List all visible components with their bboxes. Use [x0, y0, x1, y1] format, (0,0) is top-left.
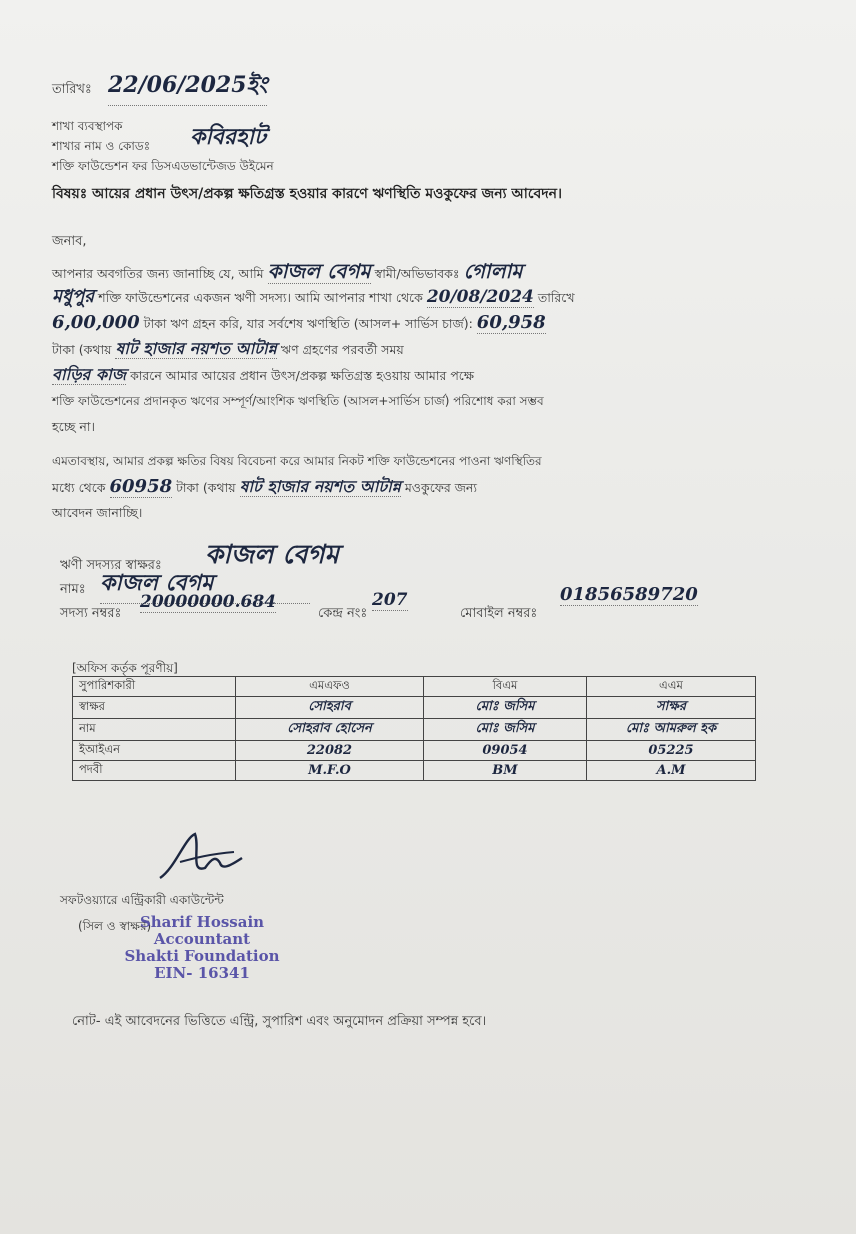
outstanding-words: ষাট হাজার নয়শত আটান্ন: [115, 339, 277, 358]
body-text: ঋণ গ্রহণের পরবর্তী সময়: [280, 342, 404, 357]
table-header: এমএফও: [236, 677, 424, 697]
row-label: পদবী: [73, 761, 236, 781]
body-text: শক্তি ফাউন্ডেশনের একজন ঋণী সদস্য। আমি আপনার: [98, 290, 366, 305]
branch-hand: মধুপুর: [52, 286, 95, 307]
accountant-stamp: [104, 914, 300, 982]
am-name: মোঃ আমরুল হক: [587, 719, 756, 741]
body-text: ঋণস্থিতি (আসল+ সার্ভিস চার্জ):: [307, 316, 473, 331]
office-caption: [অফিস কর্তৃক পূরণীয়]: [72, 661, 178, 675]
manager-label: শাখা ব্যবস্থাপক: [52, 119, 123, 133]
loan-amount: 6,00,000: [52, 312, 140, 333]
body-line-1: [52, 258, 772, 287]
applicant-name: কাজল বেগম: [267, 259, 371, 283]
am-ein: 05225: [587, 741, 756, 761]
body-line-4: [52, 336, 772, 363]
body-line-7: হচ্ছে না।: [52, 419, 95, 434]
accountant-sig-label: (সিল ও স্বাক্ষর): [78, 919, 152, 933]
table-cell: সুপারিশকারী: [73, 677, 236, 697]
body-line-6: শক্তি ফাউন্ডেশনের প্রদানকৃত ঋণের সম্পূর্ণ/আংশিক ঋণস্থিতি (আসল+সার্ভিস চার্জ) পরিশোধ করা সম্ভব: [52, 394, 544, 408]
loan-date: 20/08/2024: [426, 287, 534, 307]
body-text: তারিখে: [537, 290, 575, 305]
footer-note: নোট- এই আবেদনের ভিত্তিতে এন্ট্রি, সুপারিশ এবং অনুমোদন প্রক্রিয়া সম্পন্ন হবে।: [72, 1014, 487, 1029]
waiver-amount: 60958: [109, 476, 173, 497]
row-label: নাম: [73, 719, 236, 741]
table-row: [73, 719, 756, 741]
row-label: ইআইএন: [73, 741, 236, 761]
mfo-ein: 22082: [236, 741, 424, 761]
member-id-label: সদস্য নম্বরঃ: [60, 606, 122, 621]
salutation: জনাব,: [52, 234, 87, 249]
mobile-number: 01856589720: [560, 584, 698, 605]
cause: বাড়ির কাজ: [52, 365, 127, 384]
body-text: আপনার অবগতির জন্য জানাচ্ছি যে, আমি: [52, 266, 264, 281]
stamp-name: Sharif Hossain: [139, 913, 265, 931]
accountant-role: সফটওয়্যারে এন্ট্রিকারী একাউন্টেন্ট: [60, 893, 224, 907]
body-text: টাকা ঋণ গ্রহন করি, যার সর্বশেষ: [143, 316, 304, 331]
org-line: শক্তি ফাউন্ডেশন ফর ডিসএডভান্টেজড উইমেন: [52, 159, 274, 173]
row-label: স্বাক্ষর: [73, 697, 236, 719]
body-text: মওকুফের জন্য: [404, 480, 478, 495]
mfo-name: সোহরাব হোসেন: [236, 719, 424, 741]
accountant-signature: [150, 828, 250, 892]
table-header-row: [73, 677, 756, 697]
guardian-name: গোলাম: [463, 259, 523, 283]
member-name-label: নামঃ: [60, 582, 86, 597]
branch-label: শাখার নাম ও কোডঃ: [52, 139, 151, 153]
date-value: 22/06/2025ইং: [108, 68, 267, 106]
table-header: বিএম: [424, 677, 587, 697]
stamp-ein: EIN- 16341: [154, 964, 250, 982]
table-row: [73, 741, 756, 761]
body-line-2: [52, 284, 772, 311]
body-text: কারনে আমার আয়ের প্রধান উৎস/প্রকল্প ক্ষতিগ্রস্ত হওয়ায় আমার পক্ষে: [130, 368, 474, 383]
body-line-5: [52, 362, 792, 389]
member-signature: কাজল বেগম: [205, 540, 339, 570]
center-number: 207: [372, 590, 408, 610]
member-sig-label: ঋণী সদস্যর স্বাক্ষরঃ: [60, 558, 162, 573]
body-line-9: [52, 474, 792, 501]
am-signature: সাক্ষর: [587, 697, 756, 719]
table-header: এএম: [587, 677, 756, 697]
body-line-3: [52, 310, 772, 337]
member-name: কাজল বেগম: [100, 566, 310, 604]
bm-signature: মোঃ জসিম: [424, 697, 587, 719]
mobile-label: মোবাইল নম্বরঃ: [460, 606, 538, 621]
bm-name: মোঃ জসিম: [424, 719, 587, 741]
date-label: তারিখঃ: [52, 82, 92, 97]
center-label: কেন্দ্র নংঃ: [318, 606, 368, 621]
body-text: স্বামী/অভিভাবকঃ: [374, 266, 460, 281]
bm-ein: 09054: [424, 741, 587, 761]
body-text: টাকা (কথায়: [52, 342, 112, 357]
table-row: [73, 697, 756, 719]
member-id: 20000000.684: [140, 592, 277, 612]
body-line-8: এমতাবস্থায়, আমার প্রকল্প ক্ষতির বিষয় বিবেচনা করে আমার নিকট শক্তি ফাউন্ডেশনের পাওনা ঋণস্থিতির: [52, 454, 542, 468]
body-text: মধ্যে থেকে: [52, 480, 106, 495]
am-designation: A.M: [587, 761, 756, 781]
branch-value: কবিরহাট: [190, 124, 266, 150]
bm-designation: BM: [424, 761, 587, 781]
approval-table: [72, 676, 756, 781]
stamp-title: Accountant: [153, 930, 251, 948]
waiver-words: ষাট হাজার নয়শত আটান্ন: [239, 477, 401, 496]
table-row: [73, 761, 756, 781]
body-line-10: আবেদন জানাচ্ছি।: [52, 505, 143, 520]
mfo-signature: সোহরাব: [236, 697, 424, 719]
mfo-designation: M.F.O: [236, 761, 424, 781]
subject-line: বিষয়ঃ আয়ের প্রধান উৎস/প্রকল্প ক্ষতিগ্রস্ত হওয়ার কারণে ঋণস্থিতি মওকুফের জন্য আবেদন।: [52, 186, 562, 202]
stamp-org: Shakti Foundation: [124, 947, 280, 965]
body-text: টাকা (কথায়: [176, 480, 236, 495]
body-text: শাখা থেকে: [369, 290, 423, 305]
outstanding-amount: 60,958: [476, 312, 546, 333]
